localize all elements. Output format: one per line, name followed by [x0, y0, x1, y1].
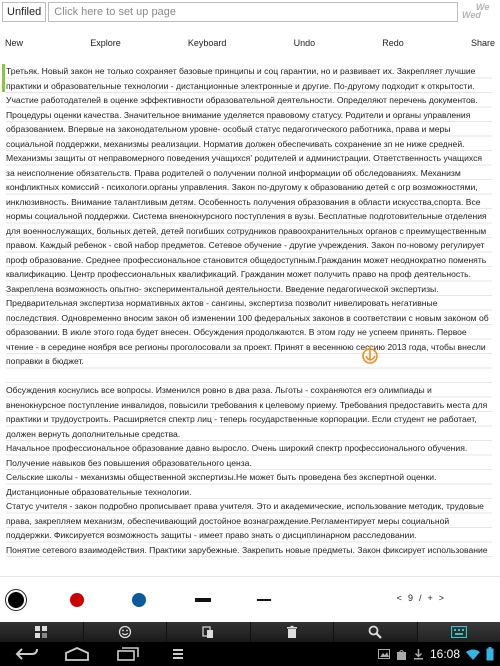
text-paragraph: Обсуждения коснулись все вопросы. Изменился ровно в два раза. Льготы - сохраняются егэ олимпиады и вненокнурсное поступление инвалидов, повысили требования к целевому приему. Требования предоставить места для практики и трудоустроить. Расширяется спектр лиц - теперь государственные корпорации. Если студент не работает, должен вернуть дополнительные средства.: [6, 385, 488, 439]
wifi-icon: [466, 649, 480, 660]
pen-blue[interactable]: [132, 593, 146, 607]
pen-black[interactable]: [8, 592, 24, 608]
logo-text-top: We: [476, 2, 490, 12]
download-icon: [413, 649, 424, 660]
keyboard-button[interactable]: Keyboard: [187, 38, 227, 48]
explore-button[interactable]: Explore: [90, 38, 121, 48]
text-paragraph: Сельские школы - механизмы общественной экспертизы.Не может быть проведена без экспертной оценки. Дистанционные образовательные технологии.: [6, 472, 437, 497]
page-marker: [2, 64, 5, 92]
recent-apps-icon: [116, 647, 140, 661]
note-page[interactable]: [0, 58, 500, 578]
page-setup-field[interactable]: Click here to set up page: [48, 2, 458, 22]
text-paragraph: Понятие сетевого взаимодействия. Практики зарубежные. Закрепить новые предметы. Закон фиксирует использование: [6, 544, 488, 555]
emoticon-icon: [118, 625, 132, 639]
text-paragraph: Начальное профессиональное образование давно выросло. Очень широкий спектр профессионального обучения. Получение навыков без повышения образовательного ценза.: [6, 443, 468, 468]
text-paragraph: Третьяк. Новый закон не только сохраняет базовые принципы и соц гарантии, но и развивает их. Закрепляет лучшие практики и образовательные технологии - дистанционные электронные и другие. По-другому подходит к открытости. Участие работодателей в оценке эффективности образовательной деятельности. Определяют перечень документов. Процедуры оценки качества. Значительное внимание уделяется правовому статусу. Родители и органы управления образованием. Впервые на законодательном уровне- особый статус педагогического работника, права и меры социальной поддержки, механизмы реализации. Норматив должен обеспечивать сохранение зп не ниже средней. Механизмы защиты от неправомерного поведения учащихся' родителей и администрации. Ответственность учащихся за неисполнение обязательств. Права родителей о получении полной информации об обследованиях. Механизм конфликтных комиссий - психологи.органы управления. Закон по-другому к образованию детей с огр возможностями, инклюзивность. Внимание талантливым детям. Особенность получения образования в области искусства,спорта. Все нормы социальной поддержки. Система вненокнурсного поступления в вузы. Бесплатные подготовительные отделения для военнослужащих, больных детей, детей погибших сотрудников правоохранительных органов с преимущественным правом. Каждый ребенок - свой набор предметов. Сетевое обучение - другие учреждения. Закон по-новому регулирует проф образование. Среднее профессиональное становится общедоступным.Гражданин может неоднократно поменять квалификацию. Центр профессиональных квалификаций. Гражданин может получить право на проф деятельность. Закреплена возможность опытно- экспериментальной деятельности. Введение педагогической экспертизы. Предварительная экспертиза нормативных актов - сангины, экспертиза позволит нивелировать негативные последствия. Одновременно вносим закон об изменении 100 федеральных законов в соответствии с новым законом об образовании. В июле этого года будет внесен. Обсуждения продолжаются. В этом году не успеем принять. Первое чтение - в середине ноября все регионы проголосовали за проект. Принят в весеннюю сессию 2013 года, чтобы внесли поправки в бюджет.: [6, 66, 489, 366]
search-button[interactable]: [334, 622, 418, 642]
recents-nav-button[interactable]: [116, 647, 140, 661]
pages-icon: [34, 625, 48, 639]
emoticon-button[interactable]: [84, 622, 168, 642]
action-bar: [0, 622, 500, 642]
shopping-bag-icon: [396, 649, 407, 660]
notebook-name[interactable]: Unfiled: [2, 2, 46, 22]
paste-icon: [201, 625, 215, 639]
pen-red[interactable]: [70, 593, 84, 607]
menu-icon: [172, 648, 184, 660]
home-nav-button[interactable]: [64, 647, 90, 661]
page-separator: /: [418, 593, 422, 603]
search-icon: [368, 625, 382, 639]
back-icon: [14, 646, 40, 662]
thick-stroke-option[interactable]: [195, 598, 211, 602]
thin-stroke-option[interactable]: [257, 599, 271, 601]
undo-button[interactable]: Undo: [293, 38, 316, 48]
delete-button[interactable]: [251, 622, 335, 642]
system-navigation-bar: [0, 642, 500, 666]
page-navigator: [397, 593, 444, 603]
page-number: 9: [407, 593, 413, 603]
blue-pen-swatch[interactable]: [132, 593, 146, 607]
home-icon: [64, 647, 90, 661]
menu-nav-button[interactable]: [172, 648, 184, 660]
main-toolbar: [0, 30, 500, 56]
trash-icon: [285, 625, 299, 639]
app-logo: [462, 2, 498, 22]
add-page-button[interactable]: +: [427, 593, 433, 603]
redo-button[interactable]: Redo: [382, 38, 404, 48]
pen-tools-row: [0, 576, 500, 622]
black-pen-swatch[interactable]: [8, 592, 24, 608]
back-nav-button[interactable]: [14, 646, 40, 662]
prev-page-button[interactable]: <: [396, 593, 402, 603]
next-page-button[interactable]: >: [438, 593, 444, 603]
clock: 16:08: [429, 647, 460, 661]
battery-icon: [486, 647, 494, 661]
paste-button[interactable]: [167, 622, 251, 642]
red-pen-swatch[interactable]: [70, 593, 84, 607]
keyboard-toggle-button[interactable]: [418, 622, 500, 642]
pages-button[interactable]: [0, 622, 84, 642]
title-bar: [0, 0, 500, 24]
document-text[interactable]: [6, 64, 492, 557]
text-paragraph: Статус учителя - закон подробно прописывает права учителя. Это и академические, использование методик, трудовые права, закрепляем механизм, обеспечивающий достойное вознаграждение.Регламентирует меры социальной поддержки. Фиксируется возможность защиты - имеет право знать о дисциплинарном расследовании.: [6, 501, 484, 540]
share-button[interactable]: Share: [470, 38, 495, 48]
logo-text-bottom: Wed: [462, 10, 481, 20]
gallery-notification-icon: [378, 649, 390, 659]
status-area: [378, 642, 494, 666]
handwriting-cursor-icon: [360, 344, 380, 366]
new-button[interactable]: New: [5, 38, 24, 48]
keyboard-icon: [451, 626, 467, 638]
